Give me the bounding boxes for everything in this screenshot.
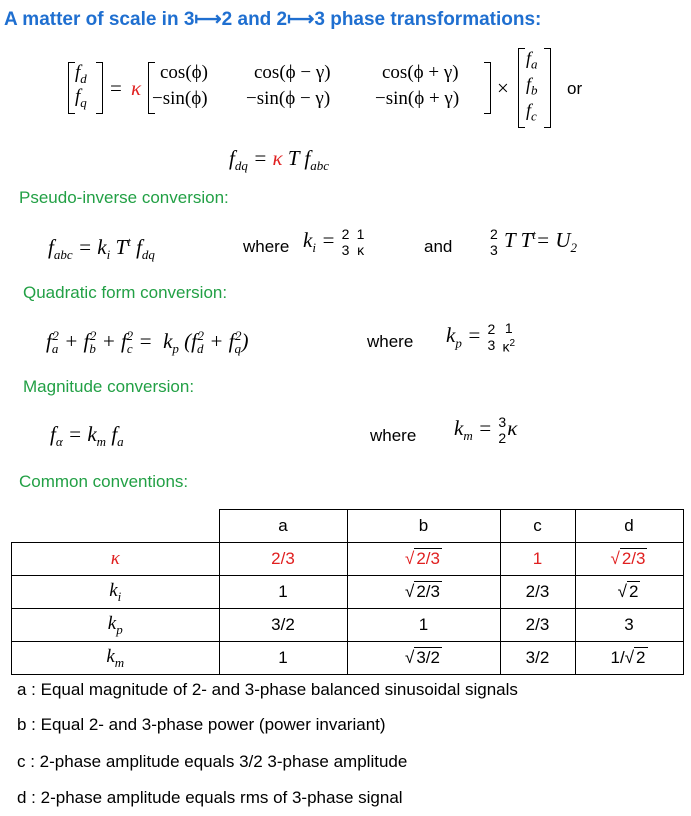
kappa-symbol: κ	[131, 76, 142, 100]
compact-equation: $f_{dq} = \kappa$ T $f_{abc}$	[229, 146, 330, 174]
row-label-km: $k_m$	[12, 642, 220, 675]
table-header-row	[12, 510, 684, 543]
header-c: c	[500, 510, 575, 543]
pseudo-where: where	[243, 237, 290, 256]
table-row-kappa	[12, 543, 684, 576]
times-sign: ×	[497, 76, 509, 100]
table-row-ki	[12, 576, 684, 609]
km-definition: $k_m$ = 3 2 κ	[454, 414, 518, 446]
cell-km-b: √ 3/2	[347, 642, 500, 675]
cell-kp-b: 1	[347, 609, 500, 642]
m11: cos(ϕ)	[160, 62, 208, 83]
note-c: c : 2-phase amplitude equals 3/2 3-phase amplitude	[17, 752, 408, 771]
lhs-left-bracket	[68, 62, 75, 114]
row-label-kappa: κ	[12, 543, 220, 576]
cell-km-a: 1	[219, 642, 347, 675]
cell-kappa-a: 2/3	[219, 543, 347, 576]
lhs-right-bracket	[96, 62, 103, 114]
note-d: d : 2-phase amplitude equals rms of 3-phase signal	[17, 788, 403, 807]
equals-sign: =	[110, 76, 122, 100]
note-a: a : Equal magnitude of 2- and 3-phase balanced sinusoidal signals	[17, 680, 518, 699]
cell-ki-c: 2/3	[500, 576, 575, 609]
quadratic-equation: $f_a^2 + f_b^2 + f_c^2 = k_p$ $(f_d^2 + f_q^2)$	[46, 328, 249, 357]
cell-km-c: 3/2	[500, 642, 575, 675]
cell-ki-b: √ 2/3	[347, 576, 500, 609]
or-text: or	[567, 79, 583, 98]
row-label-ki: $k_i$	[12, 576, 220, 609]
table-row-km	[12, 642, 684, 675]
cell-kp-a: 3/2	[219, 609, 347, 642]
lhs-fd: $f_d$	[75, 62, 87, 86]
magnitude-equation: $f_\alpha = k_m$ $f_a$	[50, 422, 124, 450]
pseudo-inverse-equation: $f_{abc} = k_i$ $T^t$ $f_{dq}$	[48, 234, 155, 263]
cell-ki-a: 1	[219, 576, 347, 609]
vec-fc: $f_c$	[526, 100, 537, 124]
section-quadratic: Quadratic form conversion:	[23, 283, 228, 302]
table-row-kp	[12, 609, 684, 642]
kp-definition: $k_p$ = 2 3 1 $\kappa^2$	[446, 320, 516, 355]
vec-right-bracket	[544, 48, 551, 128]
section-magnitude: Magnitude conversion:	[23, 377, 195, 396]
cell-kappa-c: 1	[500, 543, 575, 576]
conventions-table	[11, 509, 684, 675]
section-pseudo-inverse: Pseudo-inverse conversion:	[19, 188, 229, 207]
header-b: b	[347, 510, 500, 543]
section-common-conventions: Common conventions:	[19, 472, 189, 491]
header-d: d	[575, 510, 683, 543]
table-corner	[12, 510, 220, 543]
note-b: b : Equal 2- and 3-phase power (power invariant)	[17, 715, 386, 734]
vec-fa: $f_a$	[526, 48, 538, 72]
page-title: A matter of scale in 3⟼2 and 2⟼3 phase transformations:	[4, 9, 542, 30]
u2-identity: 2 3 T $T^t= U_2$	[490, 226, 577, 258]
cell-km-d: 1/√ 2	[575, 642, 683, 675]
cell-kp-d: 3	[575, 609, 683, 642]
vec-left-bracket	[518, 48, 525, 128]
cell-kappa-b: √ 2/3	[347, 543, 500, 576]
cell-kp-c: 2/3	[500, 609, 575, 642]
header-a: a	[219, 510, 347, 543]
vec-fb: $f_b$	[526, 74, 538, 98]
m21: −sin(ϕ)	[152, 88, 208, 109]
m22: −sin(ϕ − γ)	[246, 88, 331, 109]
matrix-right-bracket	[484, 62, 491, 114]
magnitude-where: where	[370, 426, 417, 445]
quadratic-where: where	[367, 332, 414, 351]
m12: cos(ϕ − γ)	[254, 62, 331, 83]
m23: −sin(ϕ + γ)	[375, 88, 460, 109]
lhs-fq: $f_q$	[75, 86, 87, 110]
row-label-kp: $k_p$	[12, 609, 220, 642]
cell-kappa-d: √ 2/3	[575, 543, 683, 576]
ki-definition: $k_i$ = 2 3 1 κ	[303, 226, 365, 258]
pseudo-and: and	[424, 237, 453, 256]
m13: cos(ϕ + γ)	[382, 62, 459, 83]
cell-ki-d: √ 2	[575, 576, 683, 609]
